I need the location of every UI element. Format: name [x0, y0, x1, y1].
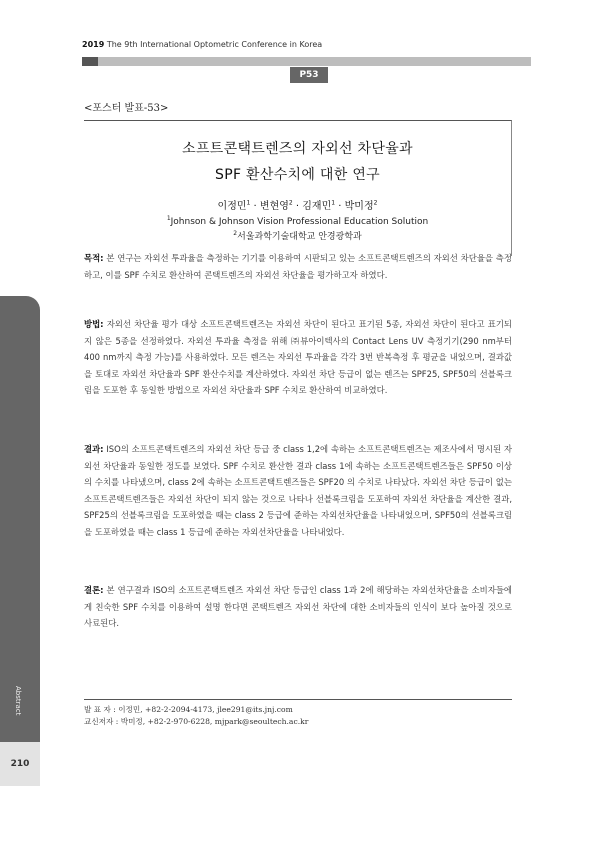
purpose-text: 본 연구는 자외선 투과율을 측정하는 기기를 이용하여 시판되고 있는 소프트콘택트렌즈의 자외선 차단율을 측정하고, 이를 SPF 수치로 환산하여 콘택트렌즈의 자외선 차단율을 평가하고자 하였다. [84, 253, 512, 280]
presenter-contact: 발 표 자 : 이정민, +82-2-2094-4173, jlee291@its.jnj.com [84, 705, 293, 714]
title-box [84, 120, 512, 256]
conclusion-text: 본 연구결과 ISO의 소프트콘택트렌즈 자외선 차단 등급인 class 1과 2에 해당하는 자외선차단율을 소비자들에게 친숙한 SPF 수치를 이용하여 설명 한다면 콘택트렌즈 자외선 차단에 대한 소비자들의 인식이 보다 높아질 것으로 사료된다. [84, 585, 512, 629]
author-1-sup: 1 [246, 199, 251, 207]
section-method [84, 316, 512, 399]
results-label: 결과: [84, 444, 104, 454]
author-2: 변현영 [259, 201, 289, 212]
author-3-sup: 1 [331, 199, 336, 207]
affiliation-2-text: 서울과학기술대학교 안경광학과 [237, 232, 362, 242]
footer-divider [84, 699, 512, 700]
author-1: 이정민 [217, 201, 247, 212]
header-year: 2019 [82, 40, 105, 49]
header-bar-light [98, 57, 531, 66]
poster-badge: P53 [290, 67, 328, 83]
author-separator: · [292, 201, 303, 212]
section-conclusion [84, 582, 512, 632]
affiliation-2-sup: 2 [233, 230, 238, 237]
running-header [82, 40, 322, 49]
purpose-label: 목적: [84, 253, 104, 263]
affiliation-1-sup: 1 [166, 215, 171, 222]
author-4: 박미정 [344, 201, 374, 212]
header-conference: The 9th International Optometric Conference in Korea [106, 40, 323, 49]
page-number: 210 [0, 742, 40, 786]
title-line-1: 소프트콘택트렌즈의 자외선 차단율과 [182, 141, 413, 157]
conclusion-label: 결론: [84, 585, 104, 595]
side-tab [0, 296, 40, 742]
affiliation-1-text: Johnson & Johnson Vision Professional Education Solution [170, 217, 429, 227]
authors [84, 197, 511, 212]
author-2-sup: 2 [288, 199, 293, 207]
author-separator: · [250, 201, 260, 212]
author-3: 김재민 [302, 201, 332, 212]
affiliation-1 [84, 215, 511, 227]
title-line-2: SPF 환산수치에 대한 연구 [215, 167, 380, 183]
poster-label: <포스터 발표-53> [84, 103, 169, 114]
section-results [84, 441, 512, 541]
section-purpose [84, 250, 512, 283]
header-bar-dark [82, 57, 98, 66]
author-separator: · [335, 201, 345, 212]
results-text: ISO의 소프트콘택트렌즈의 자외선 차단 등급 중 class 1,2에 속하는 소프트콘택트렌즈는 제조사에서 명시된 자외선 차단율과 동일한 정도를 보였다. SPF 수치로 환산한 결과 class 1에 속하는 소프트콘택트렌즈들은 SPF50 이상의 수치를 나타냈으며, class 2에 속하는 소프트콘택트렌즈들은 SPF20 의 수치로 나타났다. 자외선 차단 등급이 없는 소프트콘택트렌즈들은 자외선 차단이 되지 않는 것으로 나타나 선블록크림을 도포하여 자외선 차단율을 계산한 결과, SPF25의 선블록크림을 도포하였을 때는 class 2 등급에 준하는 자외선차단율을 나타내었으며, SPF50의 선블록크림을 도포하였을 때는 class 1 등급에 준하는 자외선차단율을 나타내었다. [84, 444, 512, 537]
side-tab-label: Abstract [14, 686, 22, 716]
corresponding-contact: 교신저자 : 박미정, +82-2-970-6228, mjpark@seoultech.ac.kr [84, 717, 309, 726]
affiliation-2 [84, 229, 511, 242]
method-label: 방법: [84, 319, 104, 329]
author-4-sup: 2 [373, 199, 378, 207]
method-text: 자외선 차단율 평가 대상 소프트콘택트렌즈는 자외선 차단이 된다고 표기된 5종, 자외선 차단이 된다고 표기되지 않은 5종을 선정하였다. 자외선 투과율 측정을 위해 ㈜뷰아이텍사의 Contact Lens UV 측정기기(290 nm부터 400 nm까지 측정 가능)를 사용하였다. 모든 렌즈는 자외선 투과율을 각각 3번 반복측정 후 평균을 내었으며, 결과값을 토대로 자외선 차단율과 SPF 환산수치를 계산하였다. 자외선 차단 등급이 없는 렌즈는 SPF25, SPF50의 선블록크림을 도포한 후 동일한 방법으로 자외선 차단율과 SPF 수치로 환산하여 비교하였다. [84, 319, 512, 396]
